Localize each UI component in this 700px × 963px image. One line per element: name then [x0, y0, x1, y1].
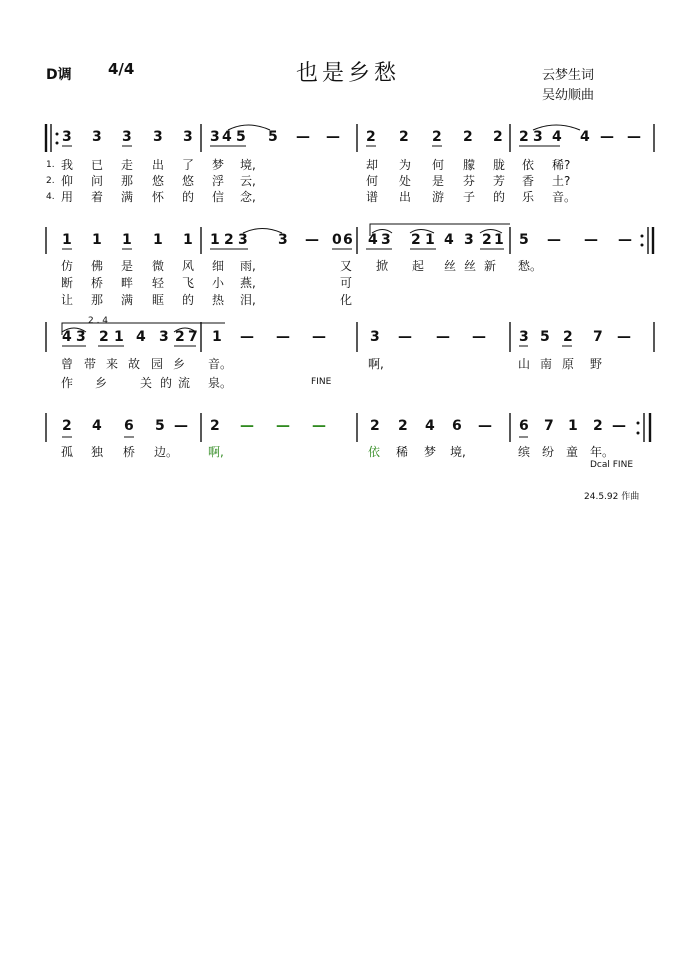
lyric: 曾 — [61, 357, 74, 371]
fine-marking: FINE — [311, 377, 332, 387]
note: 6 — [452, 418, 462, 434]
lyric: 丝 — [464, 259, 477, 273]
lyric: 那 — [121, 174, 134, 188]
note: 1 — [62, 232, 72, 248]
dash: — — [174, 418, 188, 434]
row1-barlines — [46, 124, 654, 152]
lyric: 处 — [399, 174, 412, 188]
lyricist-credit: 云梦生词 — [542, 68, 595, 83]
note: 3 — [278, 232, 288, 248]
note: 4 — [444, 232, 454, 248]
note: 3 — [519, 329, 529, 345]
lyric: 怀 — [152, 190, 165, 204]
dash: — — [436, 329, 450, 345]
note: 3 — [464, 232, 474, 248]
note: 1 — [494, 232, 504, 248]
lyric: 出 — [152, 158, 165, 172]
note: 2 — [399, 129, 409, 145]
dcal-fine-marking: Dcal FINE — [590, 460, 634, 470]
dash: — — [600, 129, 614, 145]
dash: — — [612, 418, 626, 434]
composition-date: 24.5.92 作曲 — [584, 492, 640, 502]
verse-mark: 4. — [46, 192, 55, 202]
lyric: 的 — [493, 190, 506, 204]
note: 6 — [343, 232, 353, 248]
note: 4 — [368, 232, 378, 248]
dash: — — [627, 129, 641, 145]
note: 2 — [210, 418, 220, 434]
dash: — — [240, 329, 254, 345]
dash: — — [398, 329, 412, 345]
lyric: 作 — [61, 376, 74, 390]
lyric: 游 — [432, 190, 445, 204]
verse-mark: 1. — [46, 160, 55, 170]
repeat-dot — [637, 422, 640, 425]
lyric: 啊, — [208, 445, 224, 459]
lyric: 热 — [212, 293, 225, 307]
lyric: 悠 — [152, 174, 165, 188]
lyric: 梦 — [212, 158, 225, 172]
lyric: 风 — [182, 259, 195, 273]
lyric: 关 — [140, 376, 153, 390]
dash: — — [276, 329, 290, 345]
lyric: 那 — [91, 293, 104, 307]
lyric: 仰 — [61, 174, 74, 188]
note: 3 — [122, 129, 132, 145]
lyric: 为 — [399, 158, 412, 172]
lyric: 小 — [212, 276, 225, 290]
note: 1 — [92, 232, 102, 248]
note: 2 — [493, 129, 503, 145]
dash: — — [296, 129, 310, 145]
lyric: 走 — [121, 158, 134, 172]
lyric: 的 — [182, 190, 195, 204]
note: 3 — [238, 232, 248, 248]
lyric: 出 — [399, 190, 412, 204]
dash: — — [478, 418, 492, 434]
note: 3 — [183, 129, 193, 145]
note: 1 — [568, 418, 578, 434]
lyric: 泪, — [240, 293, 256, 307]
note: 2 — [482, 232, 492, 248]
lyric: 依 — [368, 445, 381, 459]
note: 5 — [540, 329, 550, 345]
lyric: 了 — [182, 158, 195, 172]
lyric: 眶 — [152, 293, 165, 307]
note: 3 — [159, 329, 169, 345]
lyric: 山 — [518, 357, 531, 371]
lyric: 啊, — [368, 357, 384, 371]
lyric: 泉。 — [208, 376, 233, 390]
note: 4 — [62, 329, 72, 345]
lyric: 乡 — [95, 376, 108, 390]
note: 2 — [411, 232, 421, 248]
lyric: 的 — [182, 293, 195, 307]
note: 4 — [425, 418, 435, 434]
lyric: 带 — [84, 357, 97, 371]
lyric: 童 — [566, 445, 579, 459]
lyric: 桥 — [91, 276, 104, 290]
lyric: 可 — [340, 276, 353, 290]
lyric: 纷 — [542, 445, 555, 459]
lyric: 南 — [540, 357, 553, 371]
lyric: 芬 — [463, 174, 476, 188]
lyric: 朦 — [463, 158, 476, 172]
lyric: 流 — [178, 376, 191, 390]
repeat-dot — [641, 235, 644, 238]
lyric: 的 — [160, 376, 173, 390]
note: 2 — [463, 129, 473, 145]
lyric: 燕, — [240, 276, 256, 290]
dash: — — [312, 329, 326, 345]
note: 1 — [122, 232, 132, 248]
note: 1 — [114, 329, 124, 345]
repeat-dot — [56, 142, 59, 145]
lyric: 音。 — [208, 357, 233, 371]
lyric: 起 — [412, 259, 425, 273]
lyric: 孤 — [61, 445, 74, 459]
note: 6 — [124, 418, 134, 434]
lyric: 满 — [121, 190, 134, 204]
note: 3 — [92, 129, 102, 145]
note: 5 — [268, 129, 278, 145]
note: 2 — [593, 418, 603, 434]
note: 3 — [370, 329, 380, 345]
lyric: 丝 — [444, 259, 457, 273]
lyric: 问 — [91, 174, 104, 188]
song-title: 也是乡愁 — [296, 61, 401, 86]
lyric: 让 — [61, 293, 74, 307]
lyric: 何 — [432, 158, 445, 172]
lyric: 信 — [212, 190, 225, 204]
dash: — — [240, 418, 254, 434]
note: 0 — [332, 232, 342, 248]
note: 3 — [76, 329, 86, 345]
note: 4 — [136, 329, 146, 345]
lyric: 是 — [432, 174, 445, 188]
note: 7 — [593, 329, 603, 345]
note: 2 — [175, 329, 185, 345]
dash: — — [312, 418, 326, 434]
lyric: 已 — [91, 158, 104, 172]
lyric: 乐 — [522, 190, 535, 204]
note: 2 — [62, 418, 72, 434]
dash: — — [326, 129, 340, 145]
dash: — — [276, 418, 290, 434]
lyric: 愁。 — [518, 259, 543, 273]
lyric: 悠 — [182, 174, 195, 188]
note: 4 — [552, 129, 562, 145]
note: 1 — [425, 232, 435, 248]
key-signature: D调 — [46, 67, 72, 83]
lyric: 音。 — [552, 190, 577, 204]
lyric: 境, — [450, 445, 466, 459]
note: 4 — [580, 129, 590, 145]
lyric: 故 — [128, 357, 141, 371]
lyric: 是 — [121, 259, 134, 273]
lyric: 用 — [61, 190, 74, 204]
lyric: 胧 — [493, 158, 506, 172]
lyric: 雨, — [240, 259, 256, 273]
lyric: 来 — [106, 357, 119, 371]
lyric: 边。 — [154, 445, 179, 459]
note: 2 — [370, 418, 380, 434]
note: 3 — [533, 129, 543, 145]
dash: — — [547, 232, 561, 248]
note: 4 — [92, 418, 102, 434]
note: 2 — [99, 329, 109, 345]
lyric: 缤 — [518, 445, 531, 459]
note: 1 — [210, 232, 220, 248]
lyric: 何 — [366, 174, 379, 188]
verse-mark: 2. — [46, 176, 55, 186]
lyric: 野 — [590, 357, 603, 371]
lyric: 子 — [463, 190, 476, 204]
lyric: 独 — [91, 445, 104, 459]
lyric: 飞 — [182, 276, 195, 290]
note: 5 — [155, 418, 165, 434]
note: 2 — [519, 129, 529, 145]
dash: — — [584, 232, 598, 248]
lyric: 浮 — [212, 174, 225, 188]
lyric: 依 — [522, 158, 535, 172]
dash: — — [617, 329, 631, 345]
lyric: 掀 — [376, 259, 389, 273]
note: 1 — [212, 329, 222, 345]
lyric: 仿 — [61, 259, 74, 273]
dash: — — [472, 329, 486, 345]
row4-barlines — [46, 413, 650, 442]
lyric: 桥 — [123, 445, 136, 459]
lyric: 稀? — [552, 158, 571, 172]
note: 2 — [432, 129, 442, 145]
lyric: 畔 — [121, 276, 134, 290]
dash: — — [305, 232, 319, 248]
lyric: 稀 — [396, 445, 409, 459]
lyric: 微 — [152, 259, 165, 273]
lyric: 满 — [121, 293, 134, 307]
lyric: 芳 — [493, 174, 506, 188]
note: 7 — [544, 418, 554, 434]
repeat-dot — [641, 244, 644, 247]
note: 6 — [519, 418, 529, 434]
note: 5 — [236, 129, 246, 145]
lyric: 新 — [484, 259, 497, 273]
lyric: 却 — [366, 158, 379, 172]
lyric: 云, — [240, 174, 256, 188]
time-signature: 4/4 — [108, 60, 135, 78]
lyric: 香 — [522, 174, 535, 188]
lyric: 原 — [562, 357, 575, 371]
lyric: 化 — [340, 293, 353, 307]
lyric: 断 — [61, 276, 74, 290]
lyric: 着 — [91, 190, 104, 204]
lyric: 乡 — [173, 357, 186, 371]
lyric: 年。 — [590, 445, 615, 459]
lyric: 轻 — [152, 276, 165, 290]
note: 3 — [381, 232, 391, 248]
note: 1 — [153, 232, 163, 248]
dash: — — [618, 232, 632, 248]
note: 1 — [183, 232, 193, 248]
lyric: 细 — [212, 259, 225, 273]
note: 2 — [398, 418, 408, 434]
lyric: 又 — [340, 259, 353, 273]
note: 2 — [563, 329, 573, 345]
lyric: 我 — [61, 158, 74, 172]
note: 5 — [519, 232, 529, 248]
lyric: 谱 — [366, 190, 379, 204]
volta-label: 2 . 4 — [88, 316, 109, 326]
note: 7 — [188, 329, 198, 345]
lyric: 念, — [240, 190, 256, 204]
composer-credit: 吴幼顺曲 — [542, 88, 595, 103]
lyric: 梦 — [424, 445, 437, 459]
note: 4 — [222, 129, 232, 145]
lyric: 境, — [240, 158, 256, 172]
note: 2 — [224, 232, 234, 248]
note: 3 — [62, 129, 72, 145]
note: 2 — [366, 129, 376, 145]
repeat-dot — [56, 133, 59, 136]
lyric: 佛 — [91, 259, 104, 273]
lyric: 园 — [151, 357, 164, 371]
lyric: 土? — [552, 174, 571, 188]
note: 3 — [210, 129, 220, 145]
note: 3 — [153, 129, 163, 145]
repeat-dot — [637, 432, 640, 435]
